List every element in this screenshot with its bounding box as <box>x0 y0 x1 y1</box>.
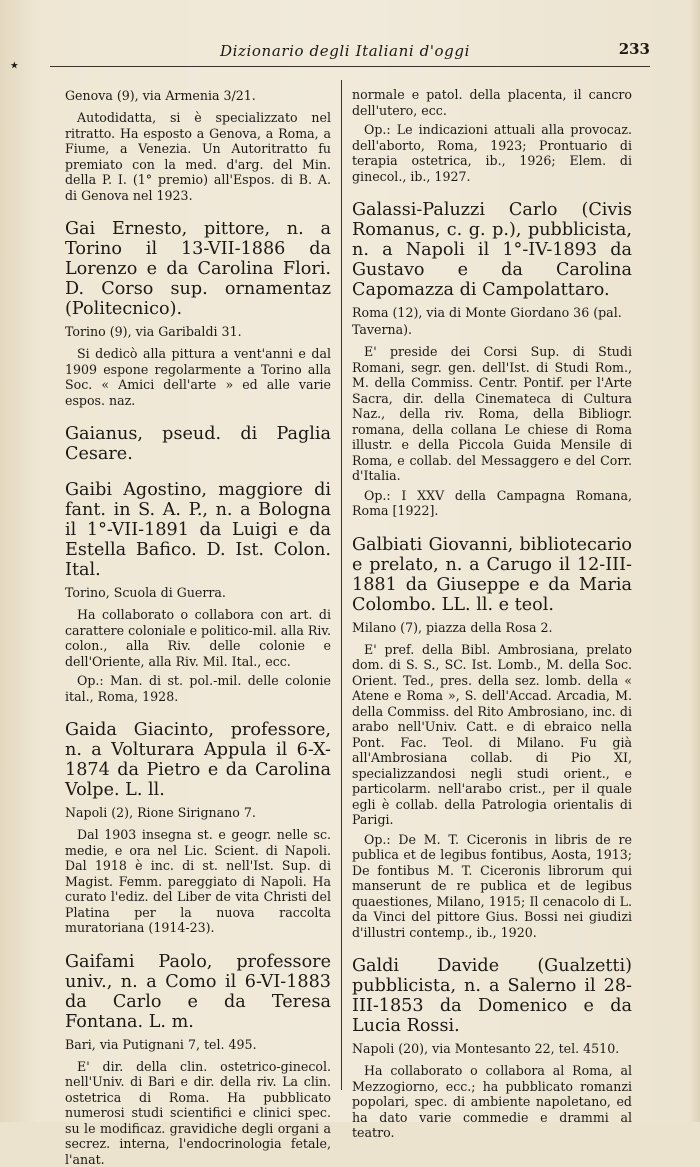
entry-body: Dal 1903 insegna st. e geogr. nelle sc. medie, e ora nel Lic. Scient. di Napoli. Dal 1918 è inc. di st. nell'Ist. Sup. di Magist. Femm. pareggiato di Napoli. Ha curato l'ediz. del Liber de vita Christi del Platina per la nuova raccolta muratoriana (1914-23). <box>65 827 331 936</box>
entry-body: Si dedicò alla pittura a vent'anni e dal 1909 espone regolarmente a Torino alla Soc. « Amici dell'arte » ed alle varie espos. naz. <box>65 346 331 408</box>
right-column <box>352 87 632 1117</box>
entry-works: Op.: Le indicazioni attuali alla provocaz. dell'aborto, Roma, 1923; Prontuario di terapia ostetrica, ib., 1926; Elem. di ginecol., ib., 1927. <box>352 122 632 184</box>
header-title: Dizionario degli Italiani d'oggi <box>220 42 470 60</box>
column-divider <box>341 80 342 1090</box>
entry-heading: Galdi Davide (Gualzetti) pubblicista, n. a Salerno il 28-III-1853 da Domenico e da Lucia Rossi. <box>352 956 632 1036</box>
entry-body: normale e patol. della placenta, il cancro dell'utero, ecc. <box>352 87 632 118</box>
entry-body: Autodidatta, si è specializzato nel ritratto. Ha esposto a Genova, a Roma, a Fiume, a Venezia. Un Autoritratto fu premiato con la med. d'arg. del Min. della P. I. (1° premio) all'Espos. di B. A. di Genova nel 1923. <box>65 110 331 203</box>
margin-mark: ٭ <box>10 55 19 74</box>
entry-address: Torino (9), via Garibaldi 31. <box>65 323 331 340</box>
entry-heading: Gaibi Agostino, maggiore di fant. in S. A. P., n. a Bologna il 1°-VII-1891 da Luigi e da Estella Bafico. D. Ist. Colon. Ital. <box>65 480 331 580</box>
entry-address: Torino, Scuola di Guerra. <box>65 584 331 601</box>
entry-body: E' dir. della clin. ostetrico-ginecol. nell'Univ. di Bari e dir. della riv. La clin. ostetrica di Roma. Ha pubblicato numerosi studi scientifici e clinici spec. su le modificaz. gravidiche degli organi a secrez. interna, l'endocrinologia fetale, l'anat. <box>65 1059 331 1167</box>
entry-address: Genova (9), via Armenia 3/21. <box>65 87 331 104</box>
entry-heading: Gaifami Paolo, professore univ., n. a Como il 6-VI-1883 da Carlo e da Teresa Fontana. L. m. <box>65 952 331 1032</box>
entry-heading: Gai Ernesto, pittore, n. a Torino il 13-VII-1886 da Lorenzo e da Carolina Flori. D. Corso sup. ornamentaz (Politecnico). <box>65 219 331 319</box>
entry-body: E' preside dei Corsi Sup. di Studi Romani, segr. gen. dell'Ist. di Studi Rom., M. della Commiss. Centr. Pontif. per l'Arte Sacra, dir. della Cinemateca di Cultura Naz., della riv. Roma, della Bibliogr. romana, della collana Le chiese di Roma illustr. e della Piccola Guida Mensile di Roma, e collab. del Messaggero e del Corr. d'Italia. <box>352 344 632 484</box>
left-column <box>65 87 331 1117</box>
entry-address: Milano (7), piazza della Rosa 2. <box>352 619 632 636</box>
entry-body: Ha collaborato o collabora al Roma, al Mezzogiorno, ecc.; ha pubblicato romanzi popolari, spec. di ambiente napoletano, ed ha dato varie commedie e drammi al teatro. <box>352 1063 632 1141</box>
entry-heading: Gaianus, pseud. di Paglia Cesare. <box>65 424 331 464</box>
page-number: 233 <box>619 40 650 58</box>
entry-heading: Galbiati Giovanni, bibliotecario e prelato, n. a Carugo il 12-III-1881 da Giuseppe e da Maria Colombo. LL. ll. e teol. <box>352 535 632 615</box>
entry-works: Op.: I XXV della Campagna Romana, Roma [1922]. <box>352 488 632 519</box>
running-header <box>50 40 650 67</box>
entry-heading: Galassi-Paluzzi Carlo (Civis Romanus, c. g. p.), pubblicista, n. a Napoli il 1°-IV-1893 da Gustavo e da Carolina Capomazza di Campolattaro. <box>352 200 632 300</box>
entry-body: E' pref. della Bibl. Ambrosiana, prelato dom. di S. S., SC. Ist. Lomb., M. della Soc. Orient. Ted., pres. della sez. lomb. della « Atene e Roma », S. dell'Accad. Arcadia, M. della Commiss. del Rito Ambrosiano, inc. di arabo nell'Univ. Catt. e di ebraico nella Pont. Fac. Teol. di Milano. Fu già all'Ambrosiana collab. di Pio XI, specializzandosi negli studi orient., e particolarm. nell'arabo crist., per il quale egli è collab. della Patrologia orientalis di Parigi. <box>352 642 632 828</box>
entry-works: Op.: Man. di st. pol.-mil. delle colonie ital., Roma, 1928. <box>65 673 331 704</box>
entry-body: Ha collaborato o collabora con art. di carattere coloniale e politico-mil. alla Riv. colon., alla Riv. delle colonie e dell'Oriente, alla Riv. Mil. Ital., ecc. <box>65 607 331 669</box>
entry-address: Bari, via Putignani 7, tel. 495. <box>65 1036 331 1053</box>
entry-heading: Gaida Giacinto, professore, n. a Volturara Appula il 6-X-1874 da Pietro e da Carolina Volpe. L. ll. <box>65 720 331 800</box>
entry-works: Op.: De M. T. Ciceronis in libris de re publica et de legibus fontibus, Aosta, 1913; De fontibus M. T. Ciceronis librorum qui manserunt de re publica et de legibus quaestiones, Milano, 1915; Il cenacolo di L. da Vinci del pittore Gius. Bossi nei giudizi d'illustri contemp., ib., 1920. <box>352 832 632 941</box>
entry-address: Napoli (20), via Montesanto 22, tel. 4510. <box>352 1040 632 1057</box>
entry-address: Napoli (2), Rione Sirignano 7. <box>65 804 331 821</box>
entry-address: Roma (12), via di Monte Giordano 36 (pal. Taverna). <box>352 304 632 338</box>
